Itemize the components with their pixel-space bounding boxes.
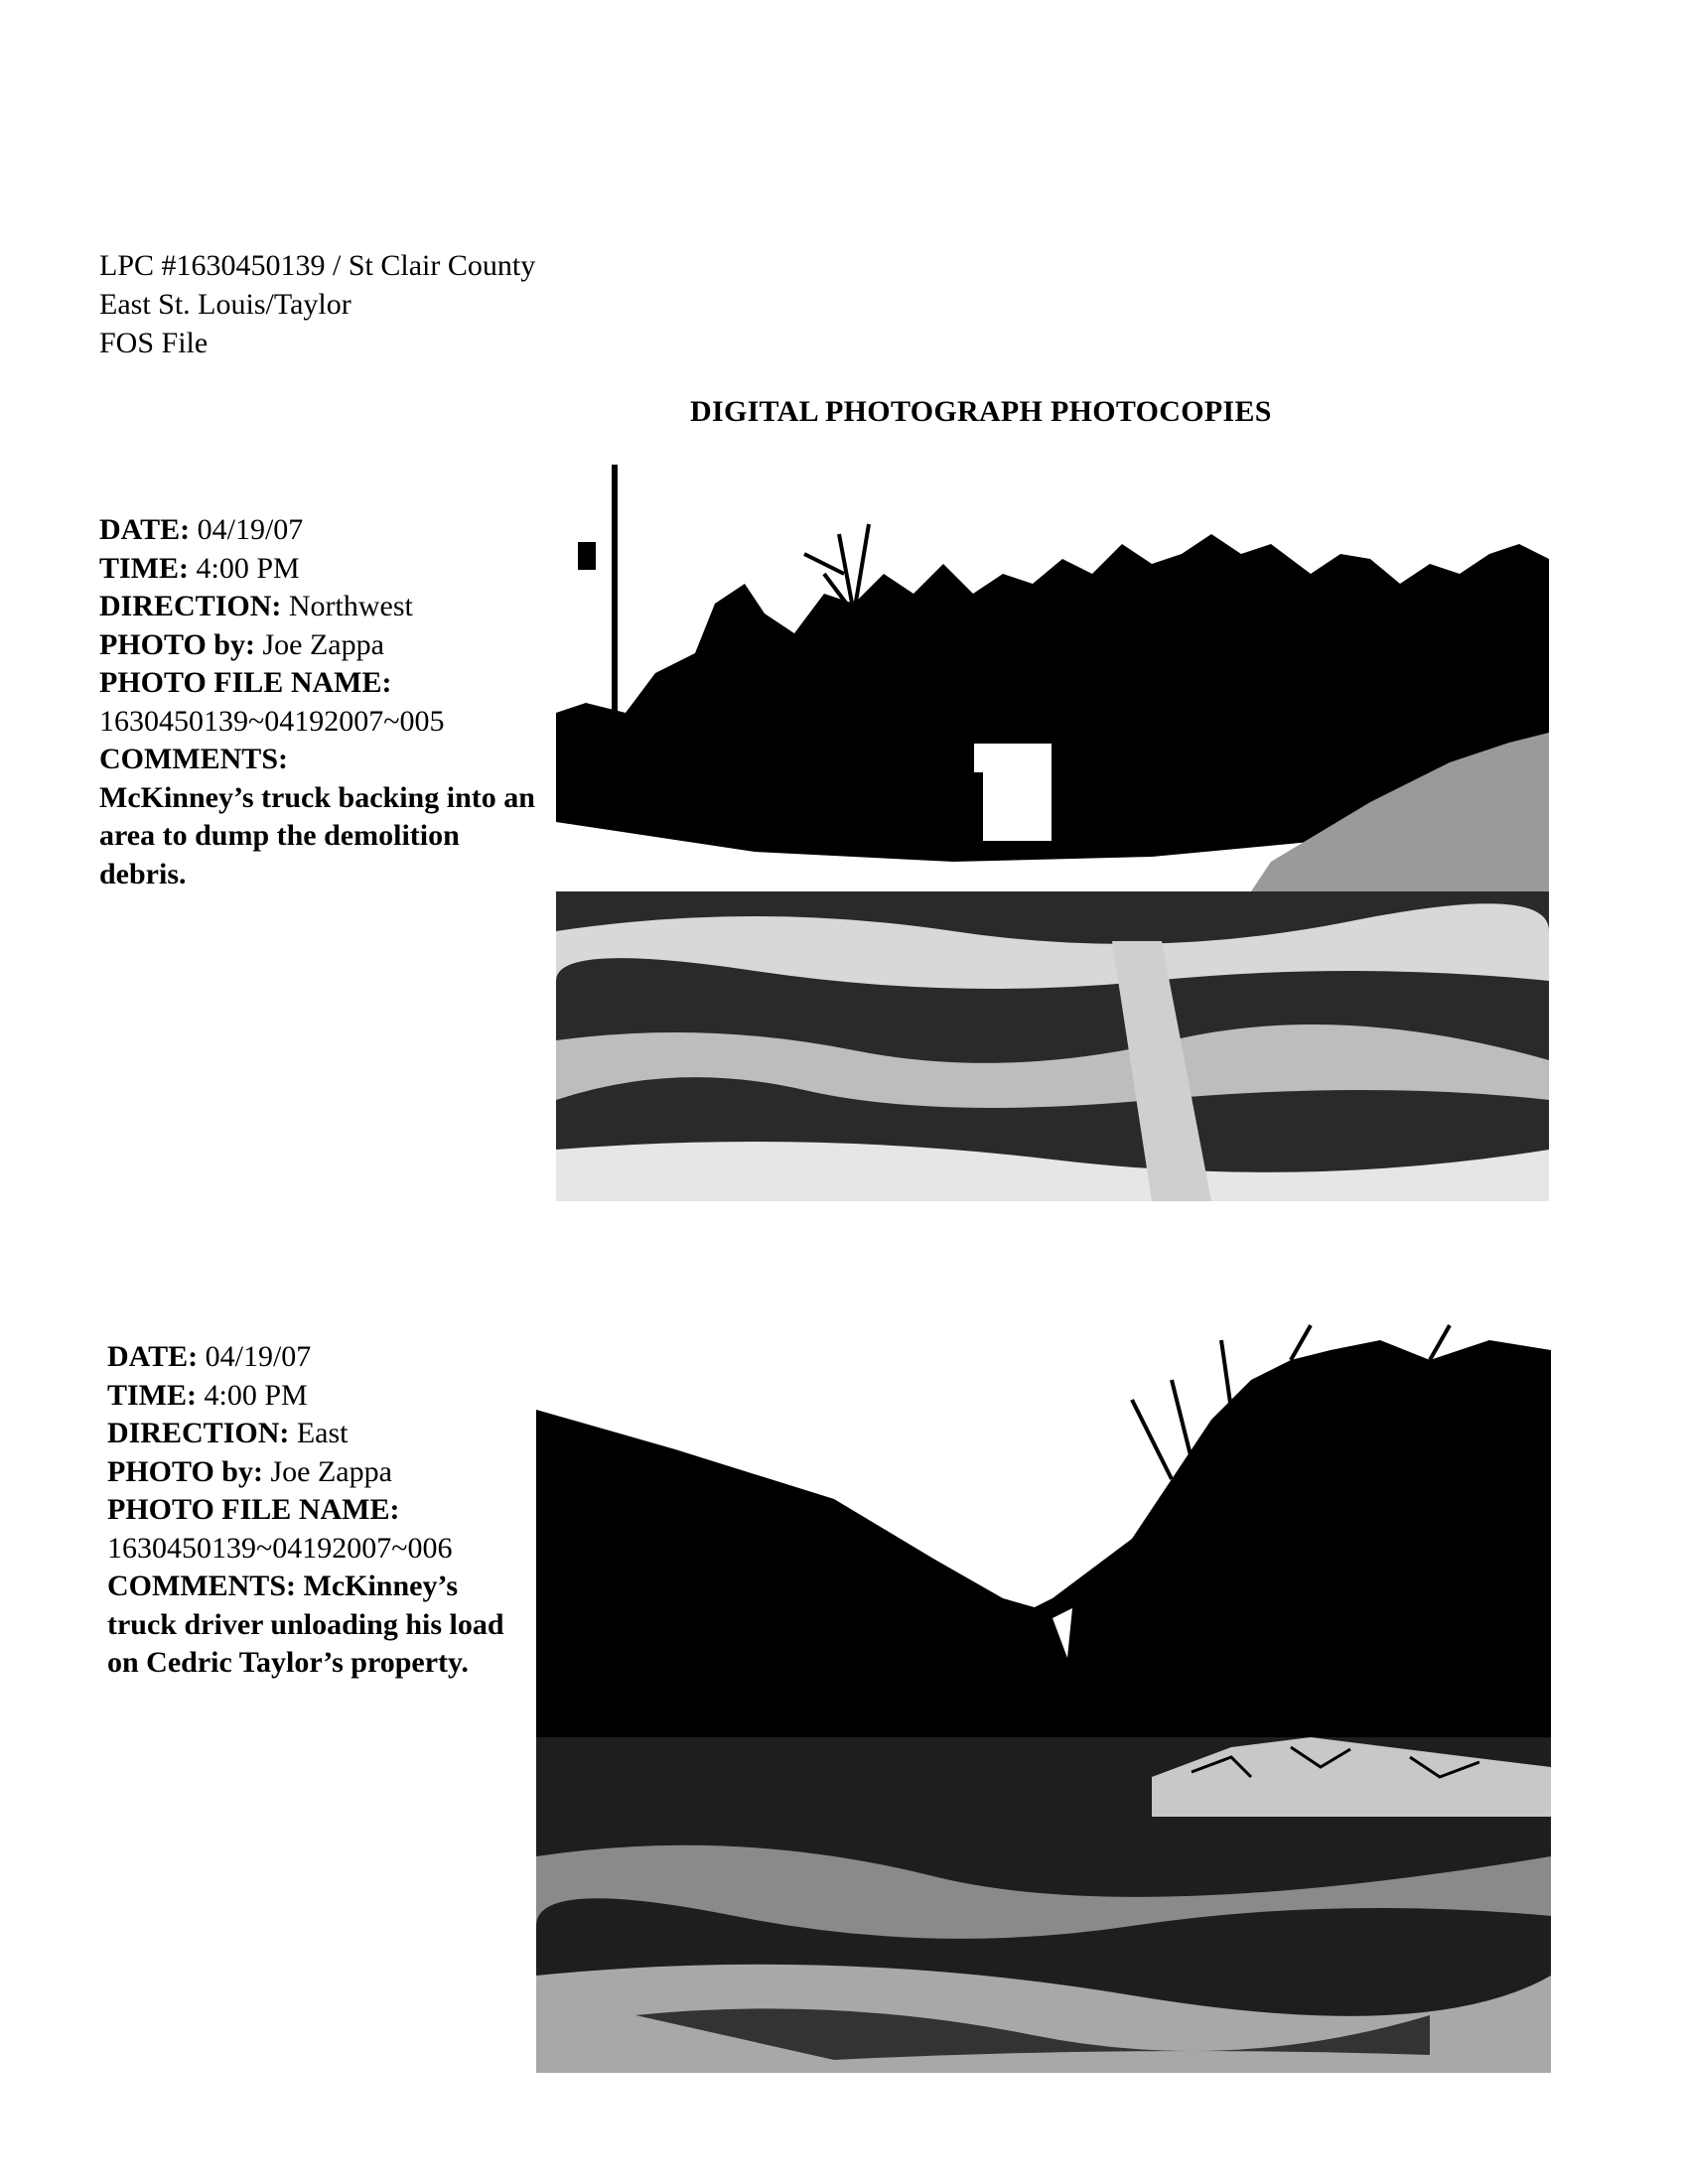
file-name-label: PHOTO FILE NAME: (107, 1493, 400, 1526)
file-name-value: 1630450139~04192007~005 (99, 704, 445, 738)
direction-value: East (296, 1417, 349, 1449)
file-name-value: 1630450139~04192007~006 (107, 1531, 453, 1565)
photo-by-value: Joe Zappa (262, 627, 384, 661)
direction-label: DIRECTION: (99, 590, 282, 622)
comments-value: McKinney’s truck backing into an area to dump the demolition debris. (99, 780, 535, 890)
date-value: 04/19/07 (197, 513, 304, 546)
date-value: 04/19/07 (205, 1340, 312, 1373)
header-location-line: East St. Louis/Taylor (99, 288, 351, 321)
date-row (99, 511, 551, 550)
photo-2-image (536, 1320, 1551, 2073)
time-label: TIME: (99, 551, 189, 585)
time-row (99, 550, 551, 589)
date-label: DATE: (107, 1340, 199, 1373)
photo-by-row (107, 1453, 534, 1492)
comments-label: COMMENTS: (107, 1570, 296, 1602)
direction-row (99, 588, 551, 626)
comments-label: COMMENTS: (99, 743, 288, 775)
time-label: TIME: (107, 1378, 197, 1412)
page-title: DIGITAL PHOTOGRAPH PHOTOCOPIES (690, 395, 1272, 428)
date-label: DATE: (99, 513, 191, 546)
time-row (107, 1377, 534, 1416)
document-header (99, 246, 535, 362)
header-lpc-line: LPC #1630450139 / St Clair County (99, 249, 536, 282)
date-row (107, 1338, 534, 1377)
photo-by-label: PHOTO by: (107, 1454, 263, 1488)
photo-entry-1-details (99, 511, 551, 893)
direction-value: Northwest (288, 590, 413, 622)
photo-by-value: Joe Zappa (270, 1454, 392, 1488)
photo-by-label: PHOTO by: (99, 627, 255, 661)
photo-1-image (556, 465, 1549, 1201)
time-value: 4:00 PM (196, 551, 300, 585)
comments-row (107, 1568, 534, 1683)
direction-row (107, 1415, 534, 1453)
time-value: 4:00 PM (204, 1378, 308, 1412)
photo-by-row (99, 626, 551, 665)
comments-value: McKinney’s truck driver unloading his load on Cedric Taylor’s property. (107, 1570, 504, 1679)
direction-label: DIRECTION: (107, 1417, 290, 1449)
header-file-line: FOS File (99, 327, 209, 359)
photo-entry-2-details (107, 1338, 534, 1683)
file-name-label: PHOTO FILE NAME: (99, 666, 392, 699)
photo-1-truck-backing (556, 465, 1549, 1201)
photo-2-truck-unloading (536, 1320, 1551, 2073)
